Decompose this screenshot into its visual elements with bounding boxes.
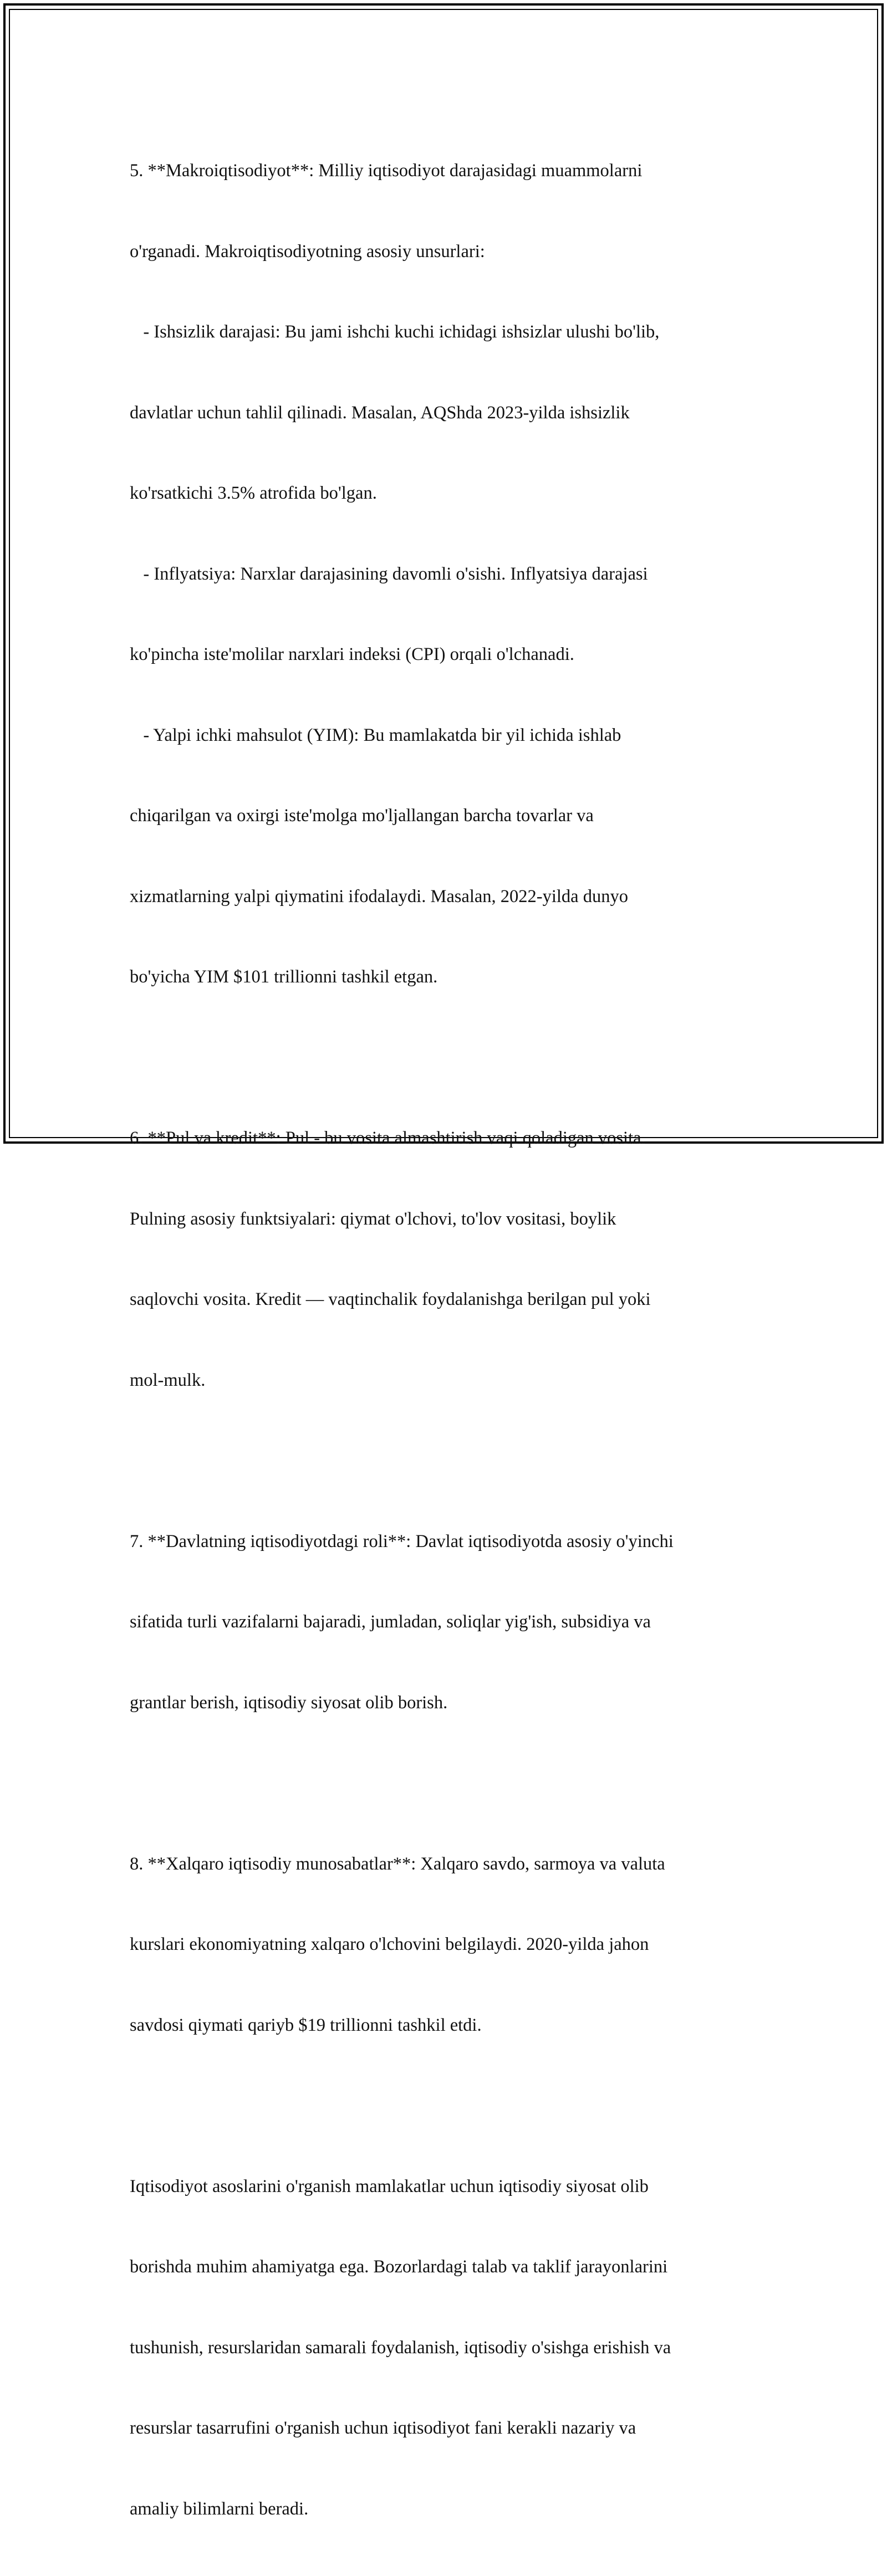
- text-line: amaliy bilimlarni beradi.: [130, 2496, 756, 2523]
- text-line: bo'yicha YIM $101 trillionni tashkil etgan.: [130, 964, 756, 991]
- paragraph-pul-va-kredit: [130, 1071, 756, 1447]
- text-line: mol-mulk.: [130, 1367, 756, 1394]
- text-line: - Yalpi ichki mahsulot (YIM): Bu mamlakatda bir yil ichida ishlab: [130, 722, 756, 749]
- text-line: grantlar berish, iqtisodiy siyosat olib borish.: [130, 1689, 756, 1717]
- paragraph-xalqaro-munosabatlar: [130, 1797, 756, 2093]
- text-line: ko'pincha iste'molilar narxlari indeksi (CPI) orqali o'lchanadi.: [130, 641, 756, 668]
- text-line: 6. **Pul va kredit**: Pul - bu vosita almashtirish vaqi qoladigan vosita.: [130, 1125, 756, 1152]
- text-line: 5. **Makroiqtisodiyot**: Milliy iqtisodiyot darajasidagi muammolarni: [130, 157, 756, 185]
- text-line: - Ishsizlik darajasi: Bu jami ishchi kuchi ichidagi ishsizlar ulushi bo'lib,: [130, 319, 756, 346]
- text-line: borishda muhim ahamiyatga ega. Bozorlardagi talab va taklif jarayonlarini: [130, 2254, 756, 2281]
- text-line: xizmatlarning yalpi qiymatini ifodalaydi. Masalan, 2022-yilda dunyo: [130, 883, 756, 910]
- text-line: davlatlar uchun tahlil qilinadi. Masalan, AQShda 2023-yilda ishsizlik: [130, 400, 756, 427]
- text-line: - Inflyatsiya: Narxlar darajasining davomli o'sishi. Inflyatsiya darajasi: [130, 561, 756, 588]
- text-line: ko'rsatkichi 3.5% atrofida bo'lgan.: [130, 480, 756, 507]
- text-line: resurslar tasarrufini o'rganish uchun iqtisodiyot fani kerakli nazariy va: [130, 2415, 756, 2442]
- text-line: Iqtisodiyot asoslarini o'rganish mamlakatlar uchun iqtisodiy siyosat olib: [130, 2173, 756, 2200]
- paragraph-makroiqtisodiyot: [130, 104, 756, 1044]
- text-line: chiqarilgan va oxirgi iste'molga mo'ljallangan barcha tovarlar va: [130, 802, 756, 829]
- text-line: sifatida turli vazifalarni bajaradi, jumladan, soliqlar yig'ish, subsidiya va: [130, 1609, 756, 1636]
- paragraph-gap: [130, 1770, 756, 1797]
- text-line: tushunish, resurslaridan samarali foydalanish, iqtisodiy o'sishga erishish va: [130, 2334, 756, 2362]
- text-line: 8. **Xalqaro iqtisodiy munosabatlar**: Xalqaro savdo, sarmoya va valuta: [130, 1851, 756, 1878]
- paragraph-conclusion: [130, 2119, 756, 2576]
- paragraph-gap: [130, 1447, 756, 1474]
- paragraph-gap: [130, 1044, 756, 1072]
- text-line: o'rganadi. Makroiqtisodiyotning asosiy unsurlari:: [130, 238, 756, 265]
- text-line: kurslari ekonomiyatning xalqaro o'lchovini belgilaydi. 2020-yilda jahon: [130, 1931, 756, 1958]
- text-line: Pulning asosiy funktsiyalari: qiymat o'lchovi, to'lov vositasi, boylik: [130, 1206, 756, 1233]
- text-line: savdosi qiymati qariyb $19 trillionni tashkil etdi.: [130, 2012, 756, 2039]
- document-body: [130, 104, 756, 2576]
- text-line: saqlovchi vosita. Kredit — vaqtinchalik foydalanishga berilgan pul yoki: [130, 1286, 756, 1313]
- text-line: 7. **Davlatning iqtisodiyotdagi roli**: Davlat iqtisodiyotda asosiy o'yinchi: [130, 1528, 756, 1555]
- paragraph-davlat-roli: [130, 1474, 756, 1770]
- paragraph-gap: [130, 2092, 756, 2119]
